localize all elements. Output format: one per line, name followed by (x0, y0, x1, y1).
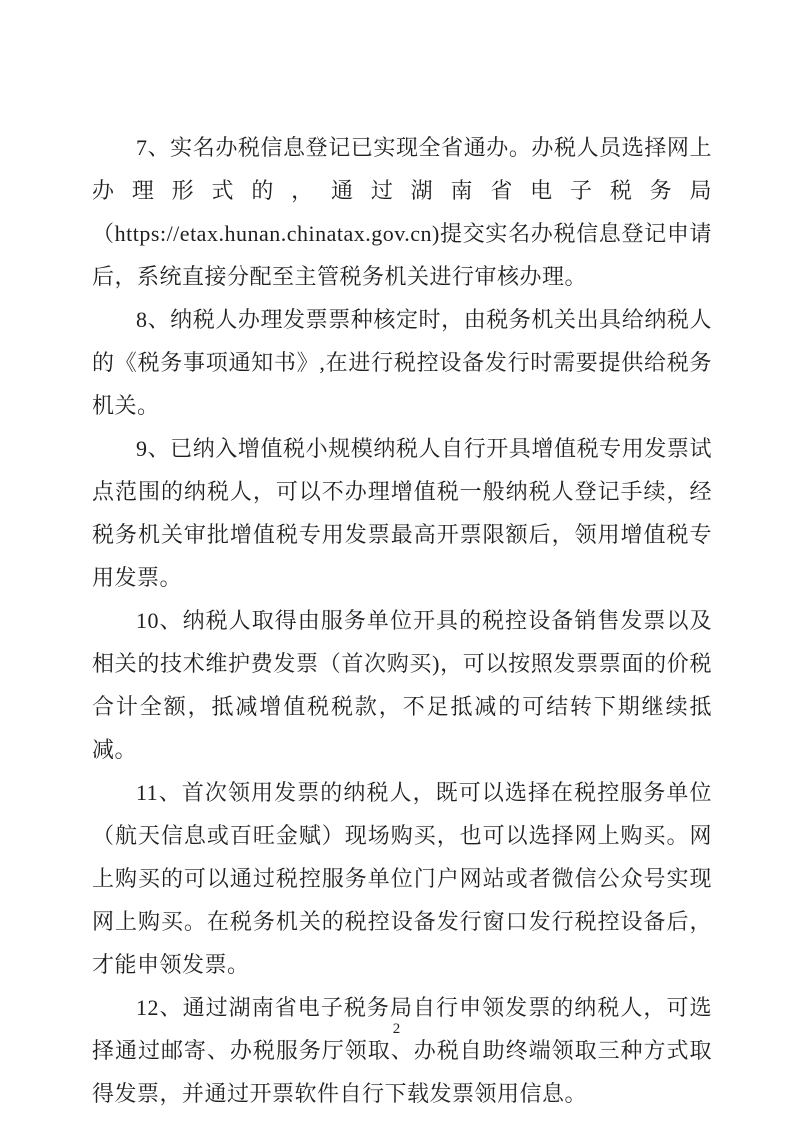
paragraph-12: 12、通过湖南省电子税务局自行申领发票的纳税人，可选择通过邮寄、办税服务厅领取、办税自助终端领取三种方式取得发票，并通过开票软件自行下载发票领用信息。 (92, 995, 712, 1106)
paragraph-8: 8、纳税人办理发票票种核定时，由税务机关出具给纳税人的《税务事项通知书》,在进行税控设备发行时需要提供给税务机关。 (92, 307, 712, 418)
page-number: 2 (392, 1021, 401, 1037)
paragraph-10: 10、纳税人取得由服务单位开具的税控设备销售发票以及相关的技术维护费发票（首次购买)，可以按照发票票面的价税合计全额，抵减增值税税款，不足抵减的可结转下期继续抵减。 (92, 608, 712, 762)
paragraph-11: 11、首次领用发票的纳税人，既可以选择在税控服务单位（航天信息或百旺金赋）现场购买，也可以选择网上购买。网上购买的可以通过税控服务单位门户网站或者微信公众号实现网上购买。在税务机关的税控设备发行窗口发行税控设备后，才能申领发票。 (92, 780, 712, 977)
paragraph-7: 7、实名办税信息登记已实现全省通办。办税人员选择网上办理形式的，通过湖南省电子税务局（https://etax.hunan.chinatax.gov.cn)提交实名办税信息登记申请后，系统直接分配至主管税务机关进行审核办理。 (92, 135, 712, 289)
document-body (92, 126, 712, 1115)
paragraph-9: 9、已纳入增值税小规模纳税人自行开具增值税专用发票试点范围的纳税人，可以不办理增值税一般纳税人登记手续，经税务机关审批增值税专用发票最高开票限额后，领用增值税专用发票。 (92, 436, 712, 590)
page-footer (0, 1019, 793, 1039)
